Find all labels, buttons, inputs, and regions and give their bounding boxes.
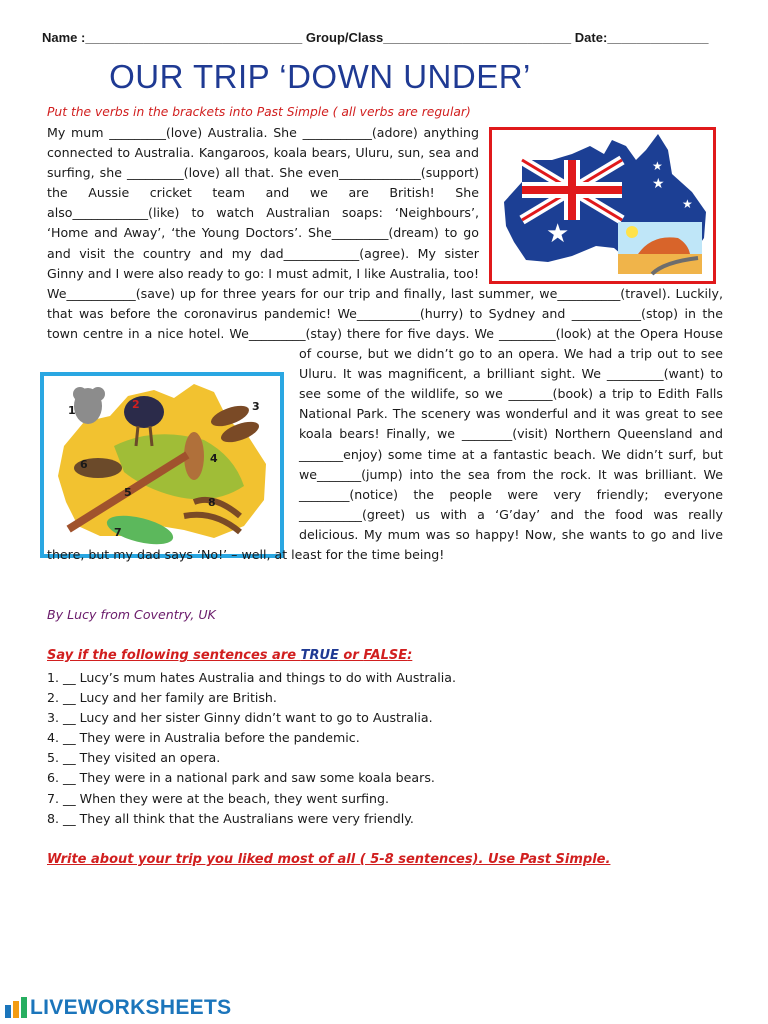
story-part-2[interactable]: House of course, but we didn’t go to an opera. We had a trip out to see Uluru. It was magnificent, a brilliant sight. We _________(want) to see some of the wildlife, so we _______(book) a trip to Edith Falls National Park. The scenery was wonderful and it was great to see koala bears! Finally, we ________(visit) Northern Queensland and _______enjoy) some time at a fantastic beach. We didn’t surf, but we_______(jump) into the sea from the rock. It was brilliant. We ________(notice) the people were very friendly; everyone __________(greet) us with a ‘G’day’ and the food was really delicious. My mum was so happy! Now, she wants to go and live there, but my dad says ‘No!’ – well, at least for the time being! <box>47 325 723 562</box>
liveworksheets-logo-icon <box>4 997 28 1019</box>
true-false-list <box>47 668 456 829</box>
group-field[interactable]: __________________________ <box>383 30 572 45</box>
date-label: Date: <box>574 30 608 45</box>
page-title: OUR TRIP ‘DOWN UNDER’ <box>109 58 531 95</box>
tf-item[interactable]: 4. __ They were in Australia before the pandemic. <box>47 730 360 746</box>
logo-text: LIVEWORKSHEETS <box>30 996 232 1019</box>
verb-instruction: Put the verbs in the brackets into Past Simple ( all verbs are regular) <box>47 105 471 119</box>
svg-text:★: ★ <box>652 176 665 192</box>
story-text <box>47 123 723 565</box>
svg-text:★: ★ <box>682 197 693 211</box>
animal-label-6: 6 <box>80 458 88 471</box>
true-false-heading <box>47 648 412 663</box>
animals-spacer <box>47 350 287 540</box>
tf-item[interactable]: 3. __ Lucy and her sister Ginny didn’t want to go to Australia. <box>47 710 433 726</box>
story-byline: By Lucy from Coventry, UK <box>47 607 216 622</box>
tf-item[interactable]: 1. __ Lucy’s mum hates Australia and things to do with Australia. <box>47 670 456 685</box>
animal-label-8: 8 <box>208 496 216 509</box>
tf-colon: : <box>407 648 413 663</box>
svg-text:★: ★ <box>546 219 570 249</box>
liveworksheets-logo[interactable] <box>4 996 231 1020</box>
animal-label-3: 3 <box>252 400 260 413</box>
tf-item[interactable]: 6. __ They were in a national park and saw some koala bears. <box>47 770 435 786</box>
animal-label-4: 4 <box>210 452 218 465</box>
tf-or: or <box>338 648 364 663</box>
name-label: Name : <box>42 30 86 45</box>
tf-item[interactable]: 2. __ Lucy and her family are British. <box>47 690 277 706</box>
story-part-1[interactable]: My mum _________(love) Australia. She ___________(adore) anything connected to Australia. Kangaroos, koala bears, Uluru, sun, sea and surfing, she _________(love) all that. She even_____________(support) the Aussie cricket team and we are British! She also____________(like) to watch Australian soaps: ‘Neighbours’, ‘Home and Away’, ‘the Young Doctors’. She_________(dream) to go and visit the country and my dad____________(agree). My sister Ginny and I were also ready to go: I must admit, I like Australia, too! We___________(save) up for three years for our trip and finally, last summer, we__________(travel). Luckily, that was before the coronavirus pandemic! We__________(hurry) to Sydney and ___________(stop) in the town centre in a nice hotel. We_________(stay) there for five days. We _________(look) at the Opera <box>47 125 723 341</box>
animal-label-2: 2 <box>132 398 140 411</box>
svg-text:★: ★ <box>652 159 663 173</box>
tf-false-word: FALSE <box>363 648 408 663</box>
tf-item[interactable]: 7. __ When they were at the beach, they went surfing. <box>47 790 390 806</box>
tf-item[interactable]: 5. __ They visited an opera. <box>47 750 221 766</box>
animal-label-1: 1 <box>68 404 76 417</box>
animal-label-5: 5 <box>124 486 132 499</box>
map-spacer <box>491 127 723 267</box>
worksheet-header <box>42 30 722 45</box>
name-field[interactable]: ______________________________ <box>85 30 303 45</box>
tf-prefix: Say if the following sentences are <box>47 648 301 663</box>
animal-label-7: 7 <box>114 526 122 539</box>
date-field[interactable]: ______________ <box>607 30 709 45</box>
group-label: Group/Class <box>305 30 384 45</box>
tf-true-word: TRUE <box>300 648 339 663</box>
writing-task: Write about your trip you liked most of all ( 5-8 sentences). Use Past Simple. <box>47 852 611 867</box>
tf-item[interactable]: 8. __ They all think that the Australians were very friendly. <box>47 810 414 826</box>
